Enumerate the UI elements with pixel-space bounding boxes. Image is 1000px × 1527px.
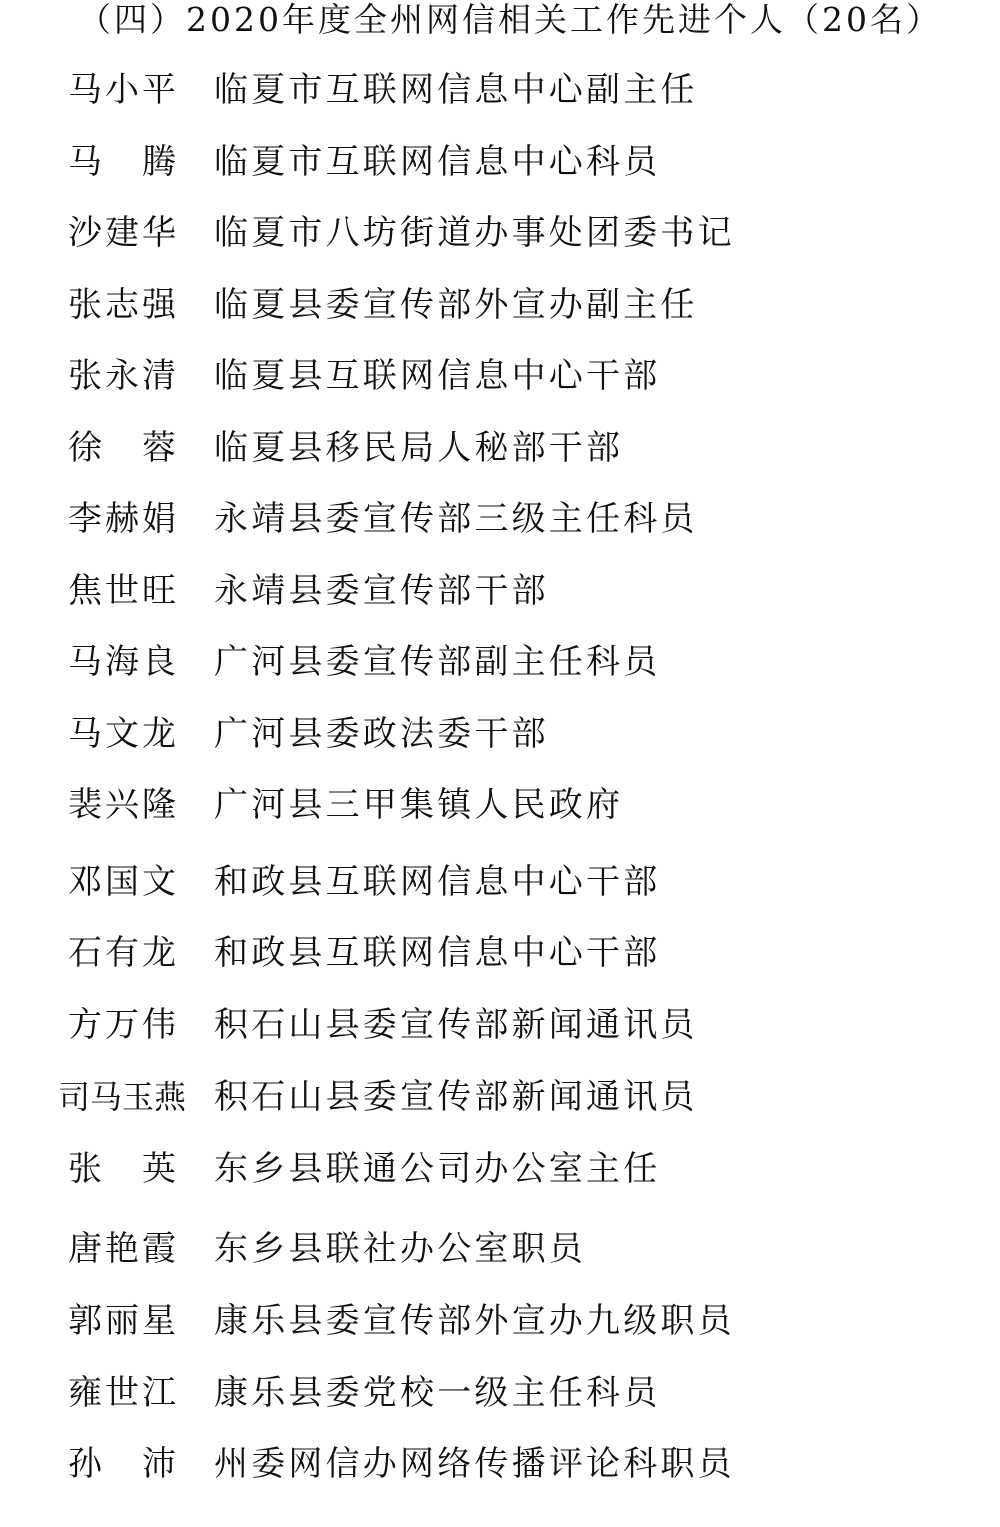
list-item (0, 781, 1000, 829)
person-name: 方 万 伟 (68, 1005, 176, 1045)
list-item (0, 1297, 1000, 1345)
person-name: 张 英 (68, 1149, 176, 1189)
list-item (0, 1145, 1000, 1193)
person-name: 马 海 良 (68, 642, 176, 682)
person-name: 司 马 玉 燕 (58, 1078, 187, 1116)
person-position: 临夏市八坊街道办事处团委书记 (214, 213, 735, 253)
person-position: 临夏县委宣传部外宣办副主任 (214, 285, 698, 325)
person-name: 张 志 强 (68, 285, 176, 325)
person-position: 和政县互联网信息中心干部 (214, 862, 661, 902)
person-position: 和政县互联网信息中心干部 (214, 933, 661, 973)
person-name: 张 永 清 (68, 356, 176, 396)
person-position: 积石山县委宣传部新闻通讯员 (214, 1005, 698, 1045)
person-name: 裴 兴 隆 (68, 785, 176, 825)
person-position: 康乐县委宣传部外宣办九级职员 (214, 1301, 735, 1341)
person-position: 东乡县联社办公室职员 (214, 1229, 586, 1269)
list-item (0, 1369, 1000, 1417)
list-item (0, 424, 1000, 472)
person-position: 东乡县联通公司办公室主任 (214, 1149, 661, 1189)
list-item (0, 1001, 1000, 1049)
list-item (0, 209, 1000, 257)
list-item (0, 929, 1000, 977)
person-position: 临夏市互联网信息中心副主任 (214, 70, 698, 110)
person-name: 焦 世 旺 (68, 571, 176, 611)
person-name: 孙 沛 (68, 1444, 176, 1484)
person-position: 永靖县委宣传部三级主任科员 (214, 499, 698, 539)
list-item (0, 567, 1000, 615)
person-position: 广河县三甲集镇人民政府 (214, 785, 624, 825)
person-position: 广河县委宣传部副主任科员 (214, 642, 661, 682)
person-name: 李 赫 娟 (68, 499, 176, 539)
list-item (0, 281, 1000, 329)
person-name: 雍 世 江 (68, 1373, 176, 1413)
list-item (0, 66, 1000, 114)
person-name: 沙 建 华 (68, 213, 176, 253)
list-item (0, 858, 1000, 906)
person-name: 马 文 龙 (68, 714, 176, 754)
person-name: 石 有 龙 (68, 933, 176, 973)
person-position: 临夏县移民局人秘部干部 (214, 428, 624, 468)
person-position: 临夏县互联网信息中心干部 (214, 356, 661, 396)
list-item (0, 495, 1000, 543)
person-position: 广河县委政法委干部 (214, 714, 549, 754)
person-position: 积石山县委宣传部新闻通讯员 (214, 1077, 698, 1117)
person-position: 州委网信办网络传播评论科职员 (214, 1444, 735, 1484)
list-item (0, 138, 1000, 186)
person-name: 郭 丽 星 (68, 1301, 176, 1341)
person-name: 马 小 平 (68, 70, 176, 110)
list-item (0, 710, 1000, 758)
person-position: 临夏市互联网信息中心科员 (214, 142, 661, 182)
person-name: 唐 艳 霞 (68, 1229, 176, 1269)
person-name: 邓 国 文 (68, 862, 176, 902)
person-position: 康乐县委党校一级主任科员 (214, 1373, 661, 1413)
list-item (0, 638, 1000, 686)
section-title: （四）2020年度全州网信相关工作先进个人（20名） (78, 0, 942, 39)
person-name: 马 腾 (68, 142, 176, 182)
list-item (0, 1440, 1000, 1488)
list-item (0, 1225, 1000, 1273)
list-item (0, 1073, 1000, 1121)
person-position: 永靖县委宣传部干部 (214, 571, 549, 611)
person-name: 徐 蓉 (68, 428, 176, 468)
list-item (0, 352, 1000, 400)
